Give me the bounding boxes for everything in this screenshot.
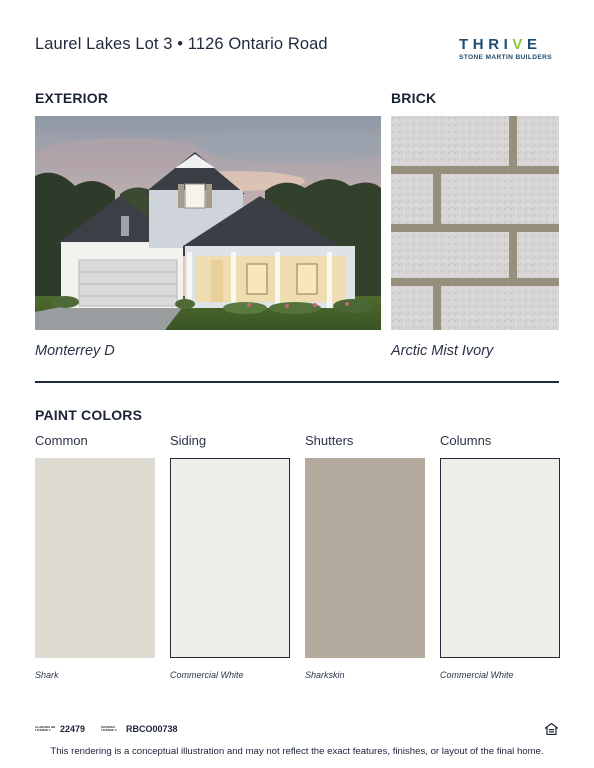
- brand-logo: [459, 37, 561, 61]
- brick-heading: BRICK: [391, 90, 437, 106]
- color-swatch-shutters: [305, 458, 425, 658]
- page-title: Laurel Lakes Lot 3 • 1126 Ontario Road: [35, 35, 328, 53]
- swatch-category-common: Common: [35, 433, 88, 448]
- swatch-category-siding: Siding: [170, 433, 207, 448]
- exterior-heading: EXTERIOR: [35, 90, 109, 106]
- swatch-category-shutters: Shutters: [305, 433, 354, 448]
- disclaimer-text: This rendering is a conceptual illustration and may not reflect the exact features, finishes, or layout of the final home.: [50, 746, 544, 757]
- logo-wordmark: [459, 37, 561, 52]
- license-georgia: [101, 724, 178, 734]
- color-swatch-siding: [170, 458, 290, 658]
- color-swatch-common: [35, 458, 155, 658]
- equal-housing-icon: [545, 722, 558, 734]
- license-alabama-label: ALABAMA HB LICENSE #: [35, 724, 56, 732]
- paint-colors-heading: PAINT COLORS: [35, 407, 143, 423]
- logo-tagline: STONE MARTIN BUILDERS: [459, 54, 552, 61]
- logo-word-prefix: THRI: [459, 36, 513, 53]
- logo-word-suffix: E: [527, 36, 542, 53]
- swatch-name-columns: Commercial White: [440, 670, 514, 680]
- color-swatch-columns: [440, 458, 560, 658]
- license-alabama: [35, 724, 85, 734]
- swatch-category-columns: Columns: [440, 433, 492, 448]
- license-alabama-number: 22479: [60, 724, 86, 734]
- swatch-name-siding: Commercial White: [170, 670, 244, 680]
- section-divider: [35, 381, 559, 383]
- license-georgia-number: RBCO00738: [126, 724, 178, 734]
- license-georgia-label: GEORGIA LICENSE #: [101, 724, 117, 732]
- swatch-name-shutters: Sharkskin: [305, 670, 345, 680]
- brick-sample-image: [391, 116, 559, 330]
- swatch-name-common: Shark: [35, 670, 59, 680]
- logo-word-v: V: [512, 36, 528, 53]
- exterior-rendering-image: [35, 116, 381, 330]
- elevation-name: Monterrey D: [35, 343, 115, 359]
- brick-name: Arctic Mist Ivory: [391, 343, 494, 359]
